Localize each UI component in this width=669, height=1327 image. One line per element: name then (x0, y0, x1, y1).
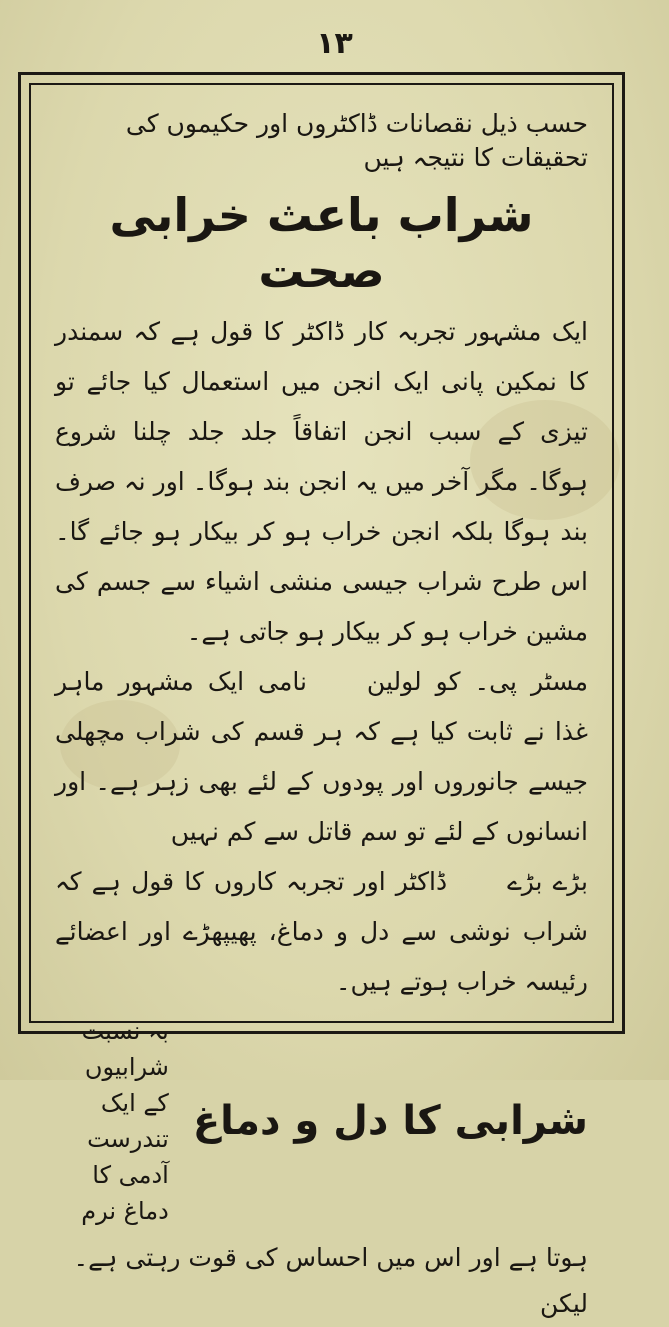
page-number: ١٣ (316, 26, 353, 61)
paragraph-nutritionist-text: نامی ایک مشہور ماہر غذا نے ثابت کیا ہے کہ ہر قسم کی شراب مچھلی جیسے جانوروں اور پودوں کے لئے بھی زہر ہے۔ اور انسانوں کے لئے تو سم قاتل سے کم نہیں (55, 667, 588, 846)
section-heading-health: شراب باعث خرابی صحت (109, 188, 534, 298)
paragraph-nutritionist (55, 657, 588, 857)
paragraph-nutritionist-name: مسٹر پی۔ کو لولین (366, 667, 588, 696)
page-border-outer (18, 72, 625, 1318)
paragraph-doctors-lead: بڑے بڑے (507, 867, 589, 896)
page-border-inner (29, 83, 614, 1318)
paragraph-engine-analogy: ایک مشہور تجربہ کار ڈاکٹر کا قول ہے کہ سمندر کا نمکین پانی ایک انجن میں استعمال کیا جائے تو تیزی کے سبب انجن اتفاقاً جلد جلد چلنا شروع ہوگا۔ مگر آخر میں یہ انجن بند ہوگا۔ اور نہ صرف بند ہوگا بلکہ انجن خراب ہو کر بیکار ہو جائے گا۔ اس طرح شراب جیسی منشی اشیاء سے جسم کی مشین خراب ہو کر بیکار ہو جاتی ہے۔ (55, 317, 588, 646)
section-row-heart-brain (55, 1013, 588, 1229)
intro-line: حسب ذیل نقصانات ڈاکٹروں اور حکیموں کی تحقیقات کا نتیجہ ہیں (125, 109, 588, 172)
paragraph-doctors-text: ڈاکٹر اور تجربہ کاروں کا قول ہے کہ شراب نوشی سے دل و دماغ، پھیپھڑے اور اعضائے رئیسہ خراب ہوتے ہیں۔ (55, 867, 588, 996)
last-line: ہوتا ہے اور اس میں احساس کی قوت رہتی ہے۔ لیکن (73, 1243, 588, 1318)
section-side-text: بہ نسبت شرابیوں کے ایک تندرست آدمی کا دماغ نرم (81, 1017, 169, 1225)
page-content (55, 107, 589, 1318)
paragraph-doctors (55, 857, 588, 1007)
section-heading-heart-brain: شرابی کا دل و دماغ (192, 1098, 588, 1144)
